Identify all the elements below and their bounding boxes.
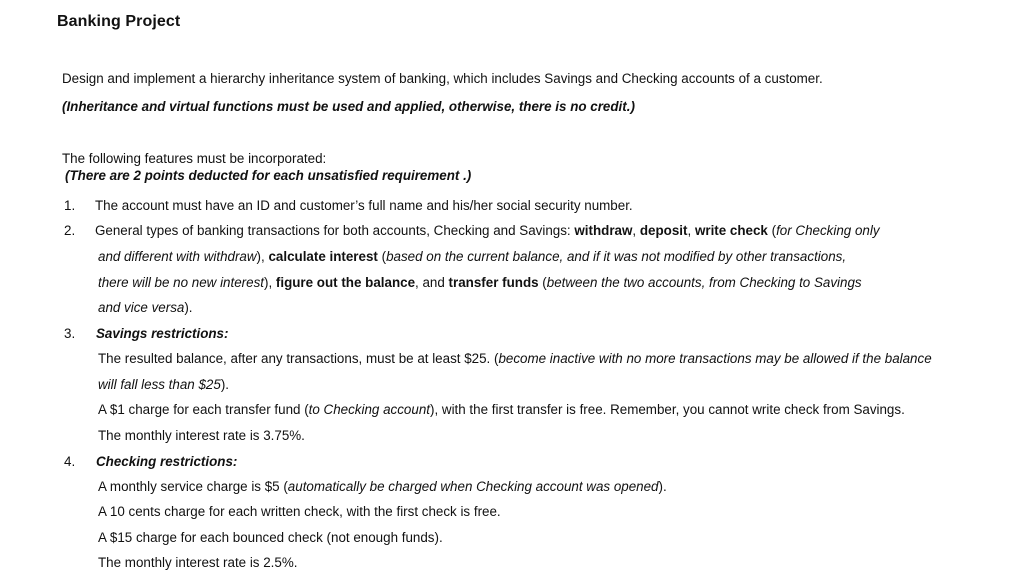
transfer-note: between the two accounts, from Checking to Savings — [546, 275, 862, 290]
item-number-4: 4. — [64, 454, 76, 469]
vice-versa-note: and vice versa — [98, 300, 185, 315]
savings-minimum-note: will fall less than $25 — [98, 377, 221, 392]
separator: ). — [658, 479, 667, 494]
checking-check-charge: A 10 cents charge for each written check, with the first check is free. — [98, 504, 501, 519]
withdraw-difference-note: and different with withdraw — [98, 249, 257, 264]
savings-transfer-rule-text: ), with the first transfer is free. Remember, you cannot write check from Savings. — [430, 402, 905, 417]
checking-line-1 — [98, 478, 667, 496]
withdraw-term: withdraw — [574, 223, 633, 238]
checking-bounced-charge: A $15 charge for each bounced check (not enough funds). — [98, 530, 443, 545]
separator: ), — [263, 275, 276, 290]
features-heading: The following features must be incorporated: — [62, 151, 327, 166]
savings-line-1 — [98, 350, 932, 368]
item-2-line-3 — [98, 274, 862, 292]
savings-interest-rate: The monthly interest rate is 3.75%. — [98, 428, 305, 443]
no-interest-note: there will be no new interest — [98, 275, 264, 290]
checking-interest-rate: The monthly interest rate is 2.5%. — [98, 555, 298, 570]
checking-only-note: for Checking only — [776, 223, 880, 238]
item-2-line-4 — [98, 299, 193, 317]
transfer-funds-term: transfer funds — [448, 275, 539, 290]
item-1-text: The account must have an ID and customer’s full name and his/her social security number. — [95, 198, 633, 213]
item-number-2: 2. — [64, 223, 76, 238]
to-checking-note: to Checking account — [308, 402, 430, 417]
page-title: Banking Project — [57, 13, 181, 30]
savings-line-2 — [98, 376, 229, 394]
separator: , and — [415, 275, 449, 290]
separator: ( — [538, 275, 547, 290]
separator: , — [632, 223, 640, 238]
savings-line-3 — [98, 401, 905, 419]
separator: ( — [767, 223, 777, 238]
item-number-3: 3. — [64, 326, 76, 341]
savings-transfer-charge-text: A $1 charge for each transfer fund ( — [98, 402, 309, 417]
figure-balance-term: figure out the balance — [275, 275, 416, 290]
item-number-1: 1. — [64, 198, 76, 213]
item-2-text: General types of banking transactions for both accounts, Checking and Savings: — [95, 223, 575, 238]
checking-service-charge-text: A monthly service charge is $5 ( — [98, 479, 288, 494]
separator: ( — [377, 249, 387, 264]
checking-heading: Checking restrictions: — [96, 454, 238, 469]
checking-auto-charge-note: automatically be charged when Checking account was opened — [287, 479, 659, 494]
savings-inactive-note: become inactive with no more transactions may be allowed if the balance — [498, 351, 932, 366]
separator: ). — [184, 300, 193, 315]
deposit-term: deposit — [639, 223, 688, 238]
savings-balance-text: The resulted balance, after any transactions, must be at least $25. ( — [98, 351, 499, 366]
intro-text: Design and implement a hierarchy inheritance system of banking, which includes Savings and Checking accounts of a customer. — [62, 71, 823, 86]
savings-heading: Savings restrictions: — [96, 326, 229, 341]
item-2-line-2 — [98, 248, 846, 266]
intro-credit-note: (Inheritance and virtual functions must be used and applied, otherwise, there is no credit.) — [62, 99, 635, 114]
item-2-line-1 — [95, 222, 880, 240]
separator: , — [687, 223, 695, 238]
features-deduction-note: (There are 2 points deducted for each unsatisfied requirement .) — [65, 168, 472, 183]
separator: ), — [256, 249, 269, 264]
calculate-interest-term: calculate interest — [268, 249, 378, 264]
write-check-term: write check — [694, 223, 768, 238]
interest-note: based on the current balance, and if it was not modified by other transactions, — [386, 249, 847, 264]
separator: ). — [220, 377, 229, 392]
